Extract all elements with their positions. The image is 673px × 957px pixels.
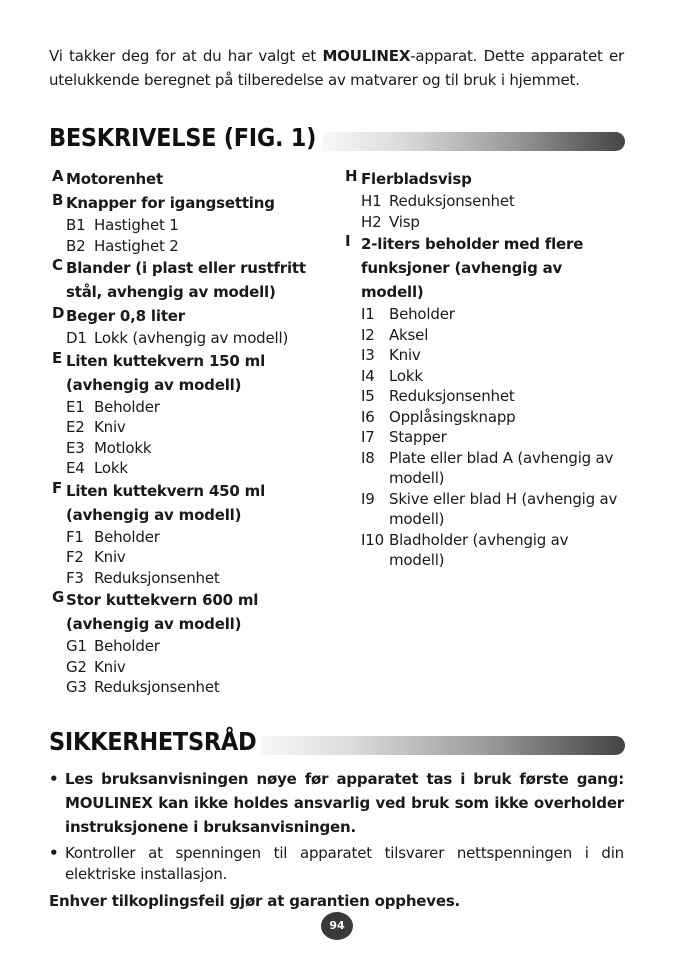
bullet-point: •: [49, 770, 59, 788]
sub-part-code: D1: [66, 329, 87, 347]
sub-part-code: E2: [66, 418, 85, 436]
sub-part-label: Reduksjonsenhet: [94, 678, 220, 696]
intro-text-start: Vi takker deg for at du har valgt et: [49, 47, 323, 65]
part-letter: B: [52, 191, 64, 209]
sub-part-i2: [345, 325, 625, 346]
sub-part-code: I1: [361, 305, 375, 323]
sub-part-code: I9: [361, 489, 375, 508]
sub-part-b1: [52, 215, 322, 236]
part-label: Motorenhet: [66, 170, 163, 188]
sub-part-i4: [345, 366, 625, 387]
parts-list-left: [52, 167, 322, 698]
sub-part-code: H1: [361, 192, 382, 210]
sub-part-i1: [345, 304, 625, 325]
intro-text-end: -apparat. Dette apparatet er utelukkende beregnet på tilberedelse av matvarer og til bruk i hjemmet.: [49, 47, 624, 89]
sub-part-f3: [52, 568, 322, 589]
part-item-i: [345, 232, 625, 304]
sub-part-code: I2: [361, 325, 375, 344]
sub-part-label: Kniv: [94, 548, 126, 566]
part-letter: F: [52, 478, 63, 497]
sub-part-code: G3: [66, 678, 87, 696]
bullet-text: Kontroller at spenningen til apparatet tilsvarer nettspenningen i din elektriske installasjon.: [65, 844, 624, 883]
sub-part-i9: [345, 489, 625, 530]
sub-part-e1: [52, 397, 322, 418]
part-item-b: [52, 191, 322, 215]
sub-part-code: E3: [66, 438, 85, 457]
sub-part-label: Kniv: [94, 657, 126, 676]
sub-part-label: Skive eller blad H (avhengig av modell): [389, 489, 618, 528]
safety-bullet-2: [49, 843, 624, 884]
part-letter: D: [52, 304, 65, 322]
sub-part-label: Lokk: [94, 459, 128, 477]
sub-part-code: B1: [66, 216, 86, 234]
part-letter: I: [345, 232, 351, 250]
part-label: Knapper for igangsetting: [66, 194, 275, 212]
sub-part-code: I10: [361, 530, 384, 549]
part-letter: A: [52, 167, 64, 185]
part-letter: E: [52, 348, 63, 367]
sub-part-label: Kniv: [389, 346, 421, 364]
sub-part-label: Beholder: [389, 305, 455, 323]
parts-list-right: [345, 167, 625, 571]
sub-part-label: Motlokk: [94, 438, 152, 457]
part-letter: H: [345, 167, 358, 185]
bullet-point: •: [49, 844, 59, 862]
sub-part-e4: [52, 458, 322, 479]
sub-part-label: Kniv: [94, 418, 126, 436]
sub-part-label: Plate eller blad A (avhengig av modell): [389, 448, 614, 487]
description-heading: [49, 124, 625, 154]
sub-part-d1: [52, 328, 322, 349]
sub-part-code: F3: [66, 568, 84, 587]
sub-part-e3: [52, 438, 322, 459]
sub-part-code: I7: [361, 428, 375, 446]
safety-instructions: [49, 767, 624, 913]
sub-part-label: Beholder: [94, 637, 160, 655]
page-number-badge: 94: [321, 912, 353, 940]
sub-part-label: Hastighet 2: [94, 236, 179, 255]
sub-part-i3: [345, 345, 625, 366]
brand-name: MOULINEX: [322, 47, 411, 65]
part-label: Blander (i plast eller rustfritt stål, avhengig av modell): [66, 259, 306, 301]
sub-part-code: E4: [66, 459, 85, 477]
sub-part-label: Beholder: [94, 397, 160, 416]
sub-part-label: Lokk: [389, 366, 423, 385]
sub-part-b2: [52, 236, 322, 257]
part-label: 2-liters beholder med flere funksjoner (avhengig av modell): [361, 235, 584, 301]
safety-heading: [49, 728, 625, 758]
sub-part-code: B2: [66, 236, 86, 255]
description-title: BESKRIVELSE (FIG. 1): [49, 122, 322, 154]
part-item-e: [52, 349, 322, 397]
sub-part-h1: [345, 191, 625, 212]
part-item-c: [52, 256, 322, 304]
sub-part-code: F1: [66, 527, 84, 546]
sub-part-label: Aksel: [389, 325, 429, 344]
sub-part-code: I3: [361, 346, 375, 364]
sub-part-label: Beholder: [94, 527, 160, 546]
sub-part-label: Reduksjonsenhet: [94, 568, 220, 587]
part-item-f: [52, 479, 322, 527]
sub-part-h2: [345, 212, 625, 233]
part-label: Liten kuttekvern 450 ml (avhengig av modell): [66, 481, 266, 524]
sub-part-label: Hastighet 1: [94, 216, 179, 234]
intro-paragraph: [49, 44, 624, 92]
safety-title: SIKKERHETSRÅD: [49, 726, 262, 758]
bullet-text: Les bruksanvisningen nøye før apparatet tas i bruk første gang: MOULINEX kan ikke holdes ansvarlig ved bruk som ikke overholder instruksjonene i bruksanvisningen.: [65, 770, 624, 836]
sub-part-i5: [345, 386, 625, 407]
part-item-g: [52, 588, 322, 636]
sub-part-g3: [52, 677, 322, 698]
safety-bullet-1: [49, 767, 624, 839]
part-letter: C: [52, 256, 64, 274]
sub-part-label: Reduksjonsenhet: [389, 387, 515, 405]
sub-part-i8: [345, 448, 625, 489]
heading-gradient-bar: [304, 132, 625, 151]
part-label: Flerbladsvisp: [361, 170, 472, 188]
sub-part-label: Visp: [389, 212, 420, 231]
sub-part-f1: [52, 527, 322, 548]
sub-part-label: Bladholder (avhengig av modell): [389, 530, 569, 569]
guarantee-warning: Enhver tilkoplingsfeil gjør at garantien oppheves.: [49, 892, 461, 910]
sub-part-code: I8: [361, 448, 375, 467]
sub-part-f2: [52, 547, 322, 568]
sub-part-label: Lokk (avhengig av modell): [94, 329, 289, 347]
sub-part-code: I5: [361, 387, 375, 405]
sub-part-e2: [52, 417, 322, 438]
sub-part-code: G1: [66, 637, 87, 655]
part-label: Stor kuttekvern 600 ml (avhengig av modell): [66, 591, 259, 633]
sub-part-code: I6: [361, 407, 375, 426]
sub-part-code: H2: [361, 212, 382, 231]
sub-part-g2: [52, 657, 322, 678]
sub-part-g1: [52, 636, 322, 657]
sub-part-code: E1: [66, 397, 85, 416]
part-label: Beger 0,8 liter: [66, 307, 185, 325]
sub-part-label: Stapper: [389, 428, 447, 446]
sub-part-i10: [345, 530, 625, 571]
sub-part-label: Reduksjonsenhet: [389, 192, 515, 210]
sub-part-code: F2: [66, 548, 84, 566]
part-item-h: [345, 167, 625, 191]
part-label: Liten kuttekvern 150 ml (avhengig av modell): [66, 351, 266, 394]
part-item-d: [52, 304, 322, 328]
sub-part-code: I4: [361, 366, 375, 385]
sub-part-i7: [345, 427, 625, 448]
sub-part-label: Opplåsingsknapp: [389, 407, 516, 426]
part-item-a: [52, 167, 322, 191]
heading-gradient-bar: [234, 736, 625, 755]
part-letter: G: [52, 588, 65, 606]
sub-part-i6: [345, 407, 625, 428]
sub-part-code: G2: [66, 657, 87, 676]
